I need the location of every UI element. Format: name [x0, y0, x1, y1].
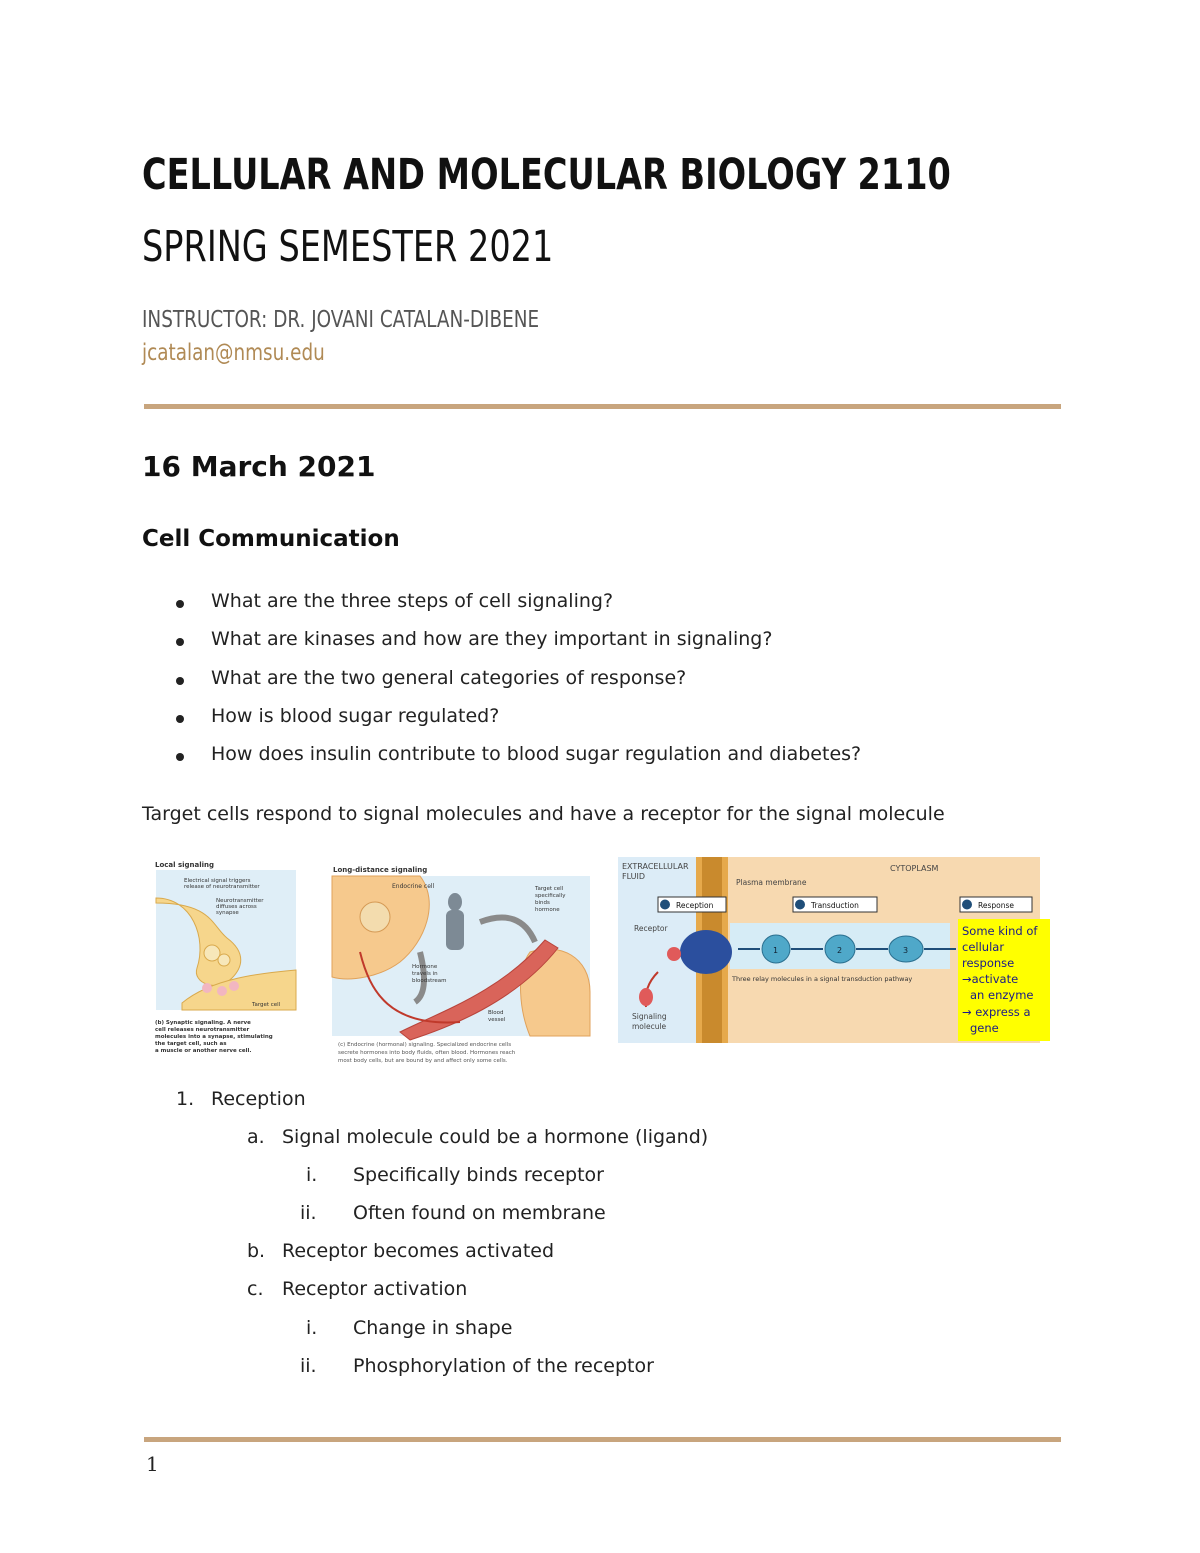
- bullet-icon: [176, 715, 184, 723]
- svg-text:3: 3: [903, 946, 909, 955]
- lecture-date: 16 March 2021: [142, 450, 376, 483]
- svg-text:→activate: →activate: [962, 972, 1019, 986]
- svg-text:specifically: specifically: [535, 893, 566, 899]
- svg-text:Neurotransmitter: Neurotransmitter: [216, 898, 264, 904]
- svg-text:Endocrine cell: Endocrine cell: [392, 883, 435, 890]
- svg-text:CYTOPLASM: CYTOPLASM: [890, 864, 939, 873]
- svg-text:Plasma membrane: Plasma membrane: [736, 878, 807, 887]
- svg-text:Transduction: Transduction: [811, 901, 859, 910]
- svg-text:molecules into a synapse, stim: molecules into a synapse, stimulating: [155, 1034, 273, 1040]
- svg-text:secrete hormones into body flu: secrete hormones into body fluids, often blood. Hormones reach: [338, 1050, 516, 1056]
- signal-pathway-figure: [618, 857, 1050, 1045]
- svg-text:→ express a: → express a: [962, 1005, 1031, 1019]
- svg-text:Reception: Reception: [676, 901, 714, 910]
- svg-text:synapse: synapse: [216, 910, 239, 916]
- endocrine-signaling-figure: [330, 862, 592, 1072]
- course-title: CELLULAR AND MOLECULAR BIOLOGY 2110: [142, 150, 951, 200]
- svg-text:diffuses across: diffuses across: [216, 904, 257, 910]
- bullet-icon: [176, 753, 184, 761]
- svg-text:(c) Endocrine (hormonal) signa: (c) Endocrine (hormonal) signaling. Specialized endocrine cells: [338, 1042, 512, 1048]
- svg-text:(b) Synaptic signaling. A nerv: (b) Synaptic signaling. A nerve: [155, 1020, 251, 1026]
- svg-text:response: response: [962, 956, 1015, 970]
- bullet-icon: [176, 600, 184, 608]
- synaptic-signaling-figure: [152, 858, 302, 1070]
- instructor-email-link[interactable]: jcatalan@nmsu.edu: [142, 340, 325, 366]
- svg-text:Signaling: Signaling: [632, 1012, 667, 1021]
- svg-text:FLUID: FLUID: [622, 872, 646, 881]
- instructor-name: INSTRUCTOR: DR. JOVANI CATALAN-DIBENE: [142, 307, 540, 333]
- svg-text:the target cell, such as: the target cell, such as: [155, 1041, 227, 1047]
- svg-text:EXTRACELLULAR: EXTRACELLULAR: [622, 862, 689, 871]
- svg-text:binds: binds: [535, 900, 550, 906]
- section-heading: Cell Communication: [142, 526, 400, 552]
- fig-local-title: Local signaling: [155, 861, 215, 869]
- fig-long-title: Long-distance signaling: [333, 866, 428, 874]
- svg-text:hormone: hormone: [535, 907, 560, 913]
- svg-text:Hormone: Hormone: [412, 964, 438, 970]
- svg-text:2: 2: [837, 946, 843, 955]
- header-divider: [144, 404, 1061, 409]
- svg-text:cell releases neurotransmitter: cell releases neurotransmitter: [155, 1027, 250, 1033]
- svg-text:Target cell: Target cell: [252, 1002, 281, 1008]
- svg-text:travels in: travels in: [412, 971, 438, 977]
- svg-text:release of neurotransmitter: release of neurotransmitter: [184, 884, 260, 890]
- intro-paragraph: Target cells respond to signal molecules and have a receptor for the signal molecule: [142, 803, 945, 825]
- svg-text:Blood: Blood: [488, 1010, 504, 1016]
- document-page: CELLULAR AND MOLECULAR BIOLOGY 2110 SPRING SEMESTER 2021 INSTRUCTOR: DR. JOVANI CATALAN-DIBENE jcatalan@nmsu.edu 16 March 2021 Cell Communication What are the three steps of cell signaling? What are kinases and how are they important in signaling? What are the two general categories of response? How is blood sugar regulated? How does insulin contribute to blood sugar regulation and diabetes? Target cells respond to signal molecules and have a receptor for the signal molecule Local signaling Electrical signal triggers release of neurotransmitter Neurotransmitter diffuses across synapse Target cell (b) Synaptic signaling. A nerve cell releases neurotransmitter molecules into a synapse, stimulating the target cell, such as a muscle or another nerve cell. Long-distance signaling Endocrine cell Target cell specifically binds hormone Hormone travels in bloodstream Blood vessel (c) Endocrine (hormonal) signaling. Specialized endocrine cells secrete hormones into body fluids, often blood. Hormones reach most body cells, but are bound by and affect only some cells. EXTRACELLULAR FLUID CYTOPLASM Plasma membrane Reception Transduction Response Receptor 1 2 3 Three relay molecules in a signal transduction pathway Signaling molecule Some kind of cellular response →activate an enzyme → express a gene 1. Reception a. Signal molecule could be a hormone (ligand) i. Specifically binds receptor ii. Often found on membrane b. Receptor becomes activated c. Receptor activation i. Change in shape ii. Phosphorylation of the receptor 1: [0, 0, 1200, 1553]
- svg-text:a muscle or another nerve cell: a muscle or another nerve cell.: [155, 1048, 252, 1054]
- svg-text:vessel: vessel: [488, 1017, 506, 1023]
- svg-text:an enzyme: an enzyme: [970, 988, 1034, 1002]
- svg-text:Response: Response: [978, 901, 1015, 910]
- svg-text:Target cell: Target cell: [535, 886, 564, 892]
- svg-text:gene: gene: [970, 1021, 999, 1035]
- svg-text:Receptor: Receptor: [634, 924, 668, 933]
- svg-text:molecule: molecule: [632, 1022, 667, 1031]
- svg-text:1: 1: [773, 946, 779, 955]
- svg-text:Three relay molecules in a sig: Three relay molecules in a signal transduction pathway: [732, 975, 913, 983]
- svg-text:bloodstream: bloodstream: [412, 978, 447, 984]
- svg-text:most body cells, but are bound: most body cells, but are bound by and affect only some cells.: [338, 1058, 508, 1064]
- svg-text:Some kind of: Some kind of: [962, 924, 1038, 938]
- footer-divider: [144, 1437, 1061, 1442]
- svg-text:Electrical signal triggers: Electrical signal triggers: [184, 878, 251, 884]
- page-number: 1: [146, 1452, 159, 1476]
- semester-title: SPRING SEMESTER 2021: [142, 222, 554, 272]
- bullet-icon: [176, 638, 184, 646]
- bullet-icon: [176, 677, 184, 685]
- svg-text:cellular: cellular: [962, 940, 1005, 954]
